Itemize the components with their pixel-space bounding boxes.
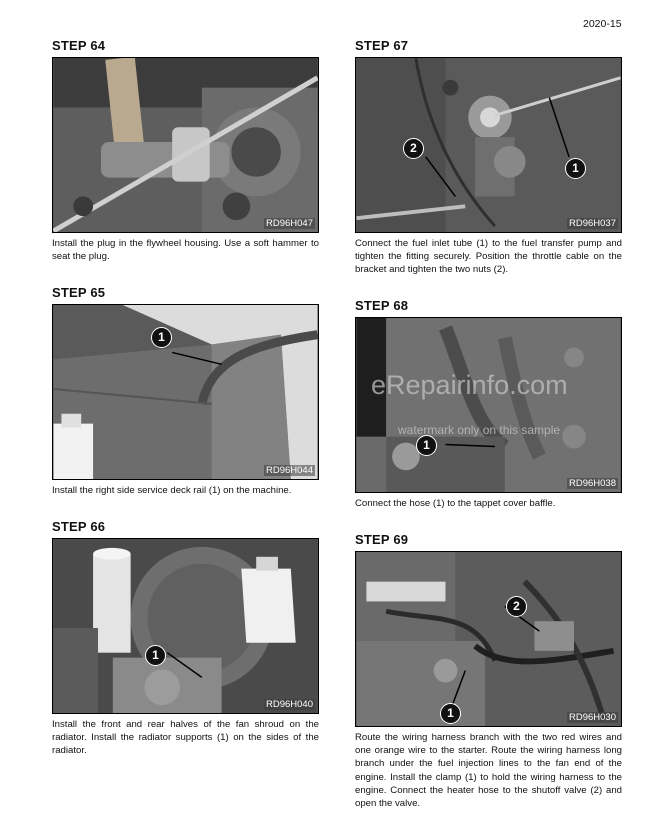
wiring-harness-photo: [356, 552, 621, 726]
step-photo: [355, 551, 622, 727]
callout-marker: 1: [151, 327, 172, 348]
watermark: eRepairinfo.com: [371, 370, 568, 400]
step-caption: Route the wiring harness branch with the two red wires and one orange wire to the starter. Route the wiring harness long branch under the fuel injection lines to the fan end of the engine. Install the clamp (1) to hold the wiring harness to the engine. Connect the heater hose to the shutoff valve (2) and open the valve.: [355, 732, 622, 810]
callout-marker: 1: [565, 158, 586, 179]
step-caption: Connect the fuel inlet tube (1) to the fuel transfer pump and tighten the fitting securely. Position the throttle cable on the bracket and tighten the two nuts (2).: [355, 238, 622, 276]
photo-code: RD96H038: [569, 478, 616, 489]
step-title: STEP 67: [355, 38, 409, 53]
step-caption: Connect the hose (1) to the tappet cover baffle.: [355, 498, 556, 509]
watermark-note: watermark only on this sample: [398, 423, 561, 437]
page-number: 2020-15: [583, 18, 622, 30]
step-64: [52, 38, 319, 263]
fuel-transfer-pump-photo: [356, 58, 621, 232]
callout-marker: 2: [403, 138, 424, 159]
callout-marker: 1: [440, 703, 461, 724]
step-title: STEP 69: [355, 532, 409, 547]
step-caption: Install the right side service deck rail (1) on the machine.: [52, 485, 292, 496]
tappet-cover-baffle-photo: [356, 318, 621, 492]
step-photo: [355, 57, 622, 233]
photo-code: RD96H030: [569, 712, 616, 723]
photo-code: RD96H047: [266, 218, 313, 229]
callout-marker: 1: [416, 435, 437, 456]
photo-code: RD96H037: [569, 218, 616, 229]
photo-code: RD96H044: [266, 465, 313, 476]
fan-shroud-radiator-photo: [53, 539, 318, 713]
step-caption: Install the front and rear halves of the fan shroud on the radiator. Install the radiator supports (1) on the sides of the radiator.: [52, 719, 319, 757]
callout-marker: 1: [145, 645, 166, 666]
step-photo: [52, 57, 319, 233]
step-title: STEP 65: [52, 285, 106, 300]
step-65: [52, 285, 319, 497]
step-title: STEP 68: [355, 298, 409, 313]
callout-marker: 2: [506, 596, 527, 617]
step-69: [355, 532, 622, 810]
flywheel-housing-photo: [53, 58, 318, 232]
step-66: [52, 519, 319, 758]
step-67: [355, 38, 622, 277]
step-title: STEP 66: [52, 519, 106, 534]
step-photo: [52, 538, 319, 714]
step-title: STEP 64: [52, 38, 106, 53]
step-68: [355, 298, 622, 510]
step-photo: [52, 304, 319, 480]
step-photo: [355, 317, 622, 493]
photo-code: RD96H040: [266, 699, 313, 710]
service-deck-rail-photo: [53, 305, 318, 479]
step-caption: Install the plug in the flywheel housing. Use a soft hammer to seat the plug.: [52, 238, 319, 263]
